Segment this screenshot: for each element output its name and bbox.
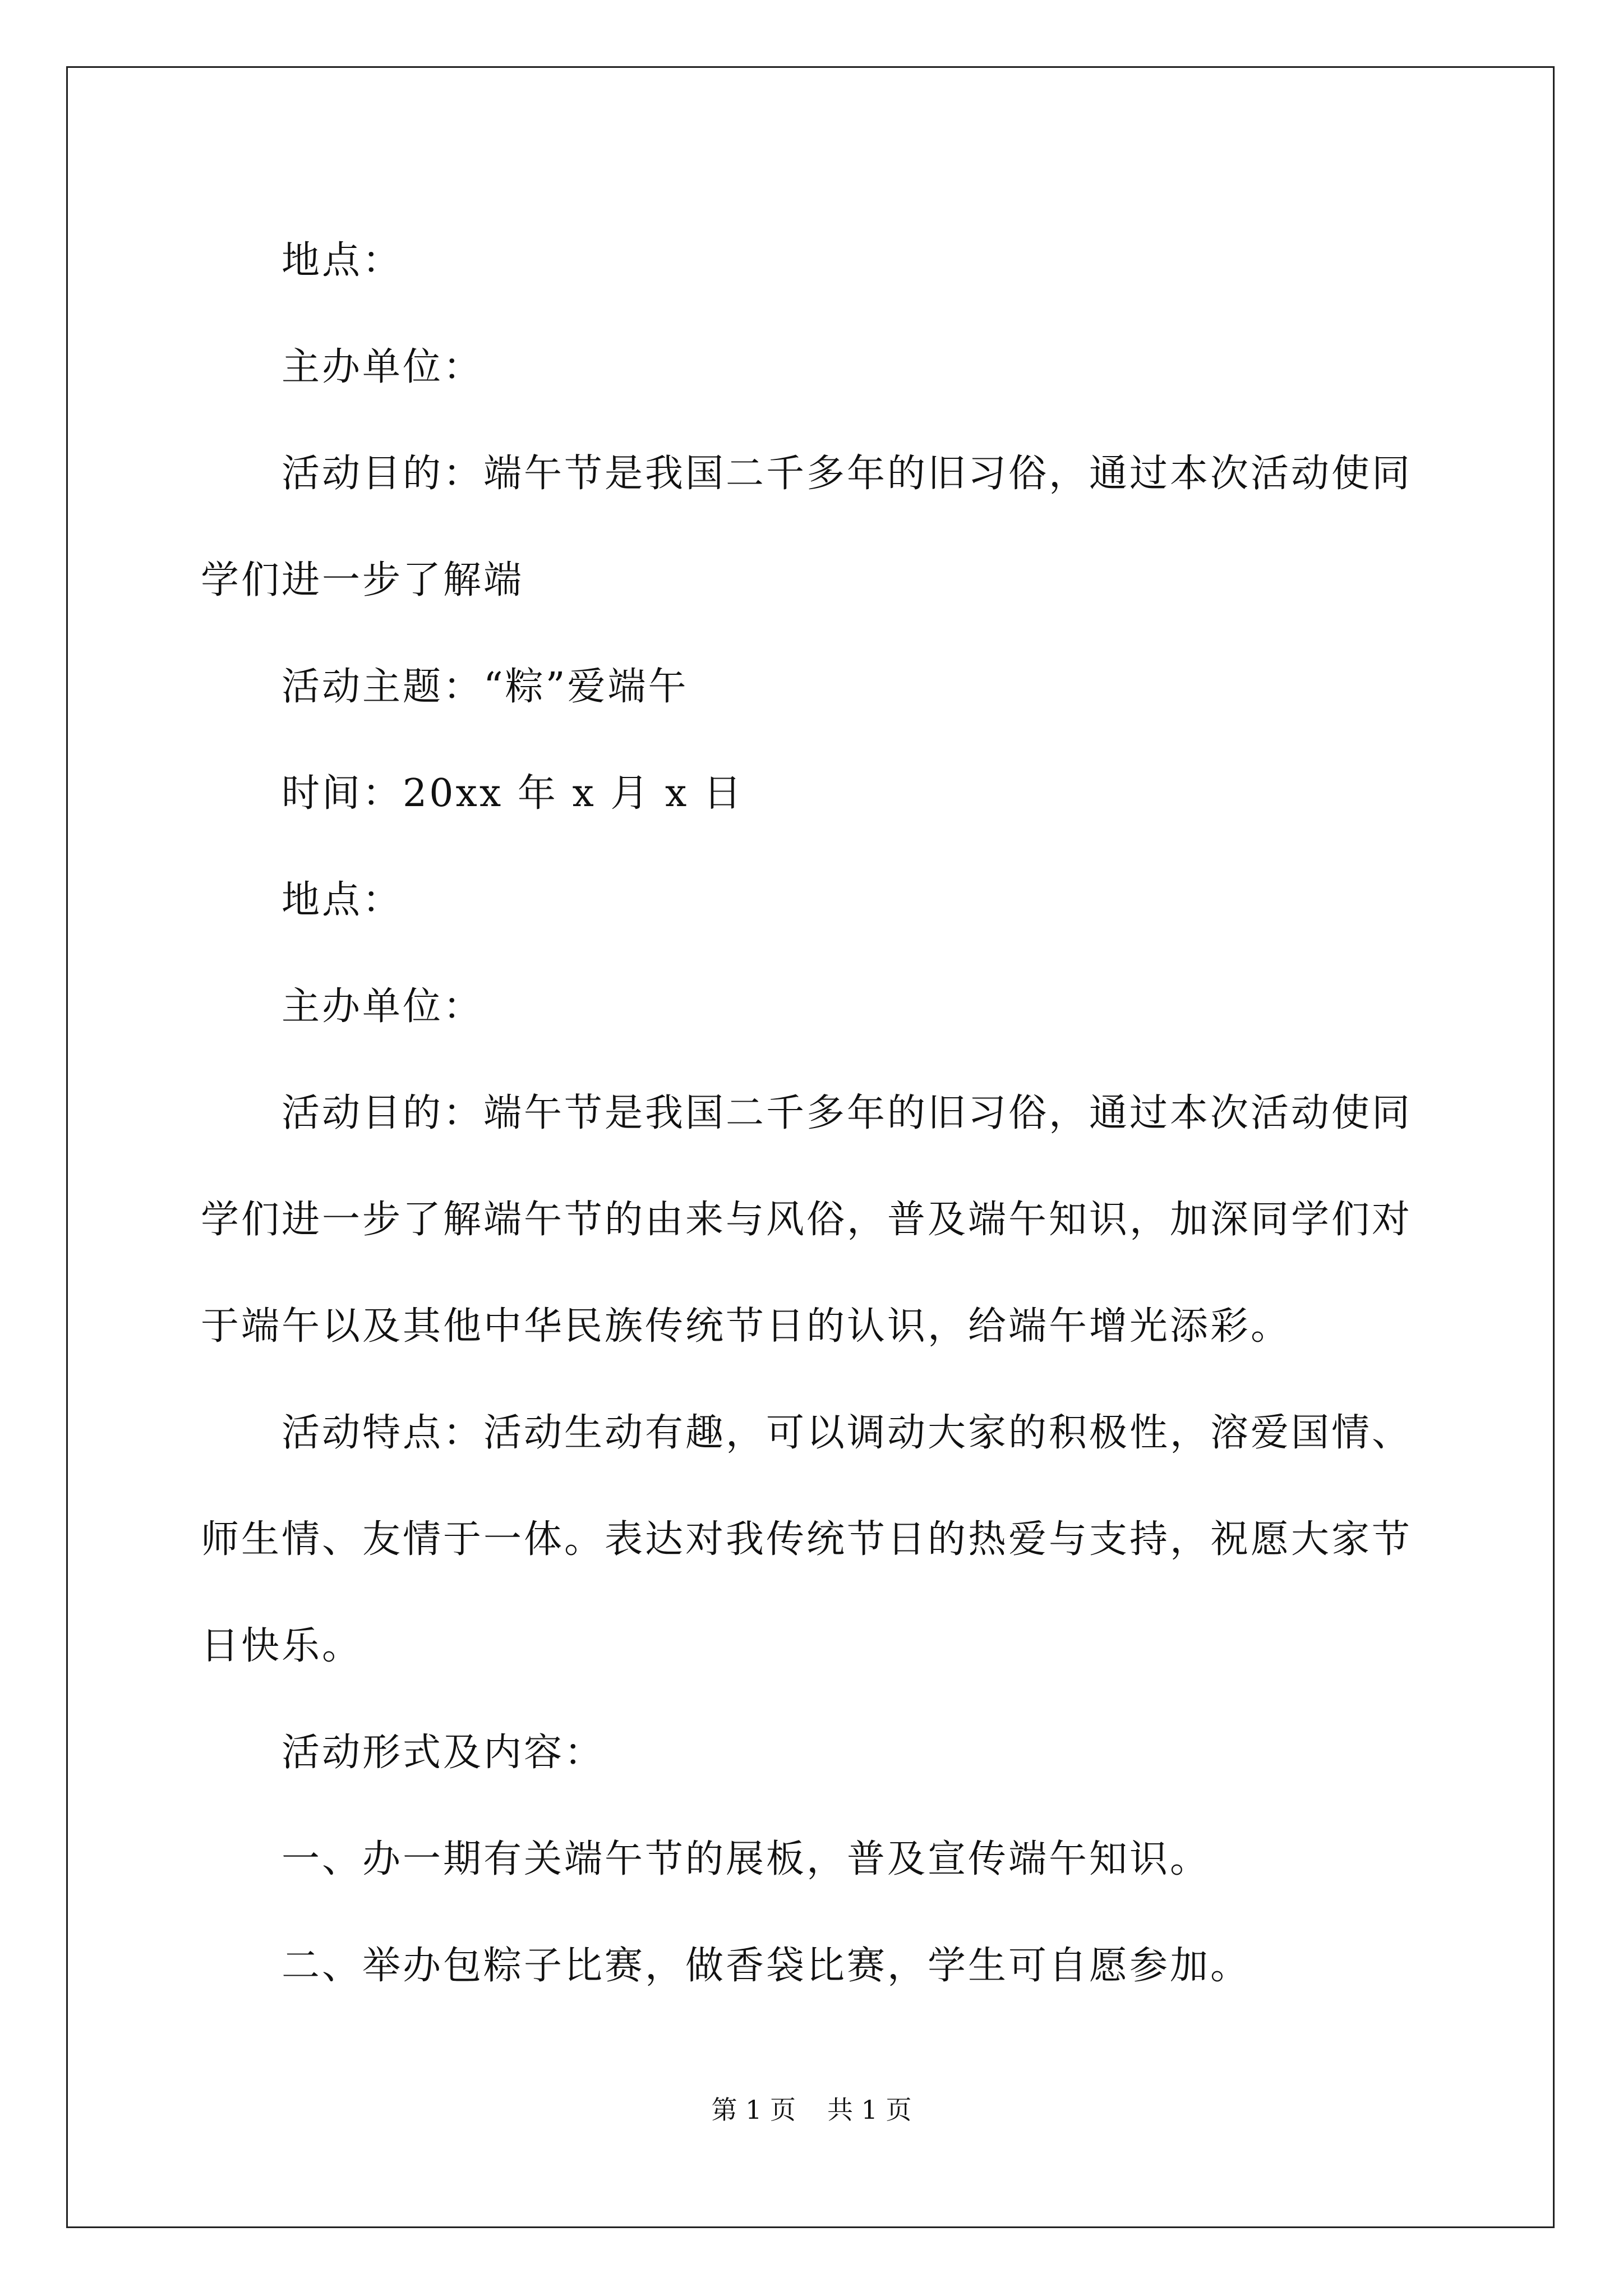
paragraph-purpose-1: 活动目的：端午节是我国二千多年的旧习俗，通过本次活动使同学们进一步了解端 bbox=[201, 452, 1413, 602]
page-footer bbox=[0, 2090, 1623, 2127]
paragraph-item-2: 二、举办包粽子比赛，做香袋比赛，学生可自愿参加。 bbox=[282, 1944, 1251, 1988]
document-body bbox=[201, 208, 1435, 2019]
paragraph-features: 活动特点：活动生动有趣，可以调动大家的积极性，溶爱国情、师生情、友情于一体。表达对我传统节日的热爱与支持，祝愿大家节日快乐。 bbox=[201, 1411, 1413, 1668]
paragraph-format-heading: 活动形式及内容： bbox=[282, 1731, 605, 1775]
paragraph-item-1: 一、办一期有关端午节的展板，普及宣传端午知识。 bbox=[282, 1837, 1211, 1881]
paragraph-organizer-2: 主办单位： bbox=[282, 984, 484, 1029]
paragraph-location-1: 地点： bbox=[282, 238, 403, 283]
paragraph-location-2: 地点： bbox=[282, 878, 403, 922]
paragraph-organizer-1: 主办单位： bbox=[282, 345, 484, 389]
page-number: 第 1 页 bbox=[711, 2095, 796, 2125]
paragraph-time: 时间：20xx 年 x 月 x 日 bbox=[282, 771, 744, 816]
page-total: 共 1 页 bbox=[827, 2095, 912, 2125]
paragraph-theme: 活动主题：“粽”爱端午 bbox=[282, 665, 689, 709]
paragraph-purpose-2: 活动目的：端午节是我国二千多年的旧习俗，通过本次活动使同学们进一步了解端午节的由来与风俗，普及端午知识，加深同学们对于端午以及其他中华民族传统节日的认识，给端午增光添彩。 bbox=[201, 1091, 1413, 1349]
